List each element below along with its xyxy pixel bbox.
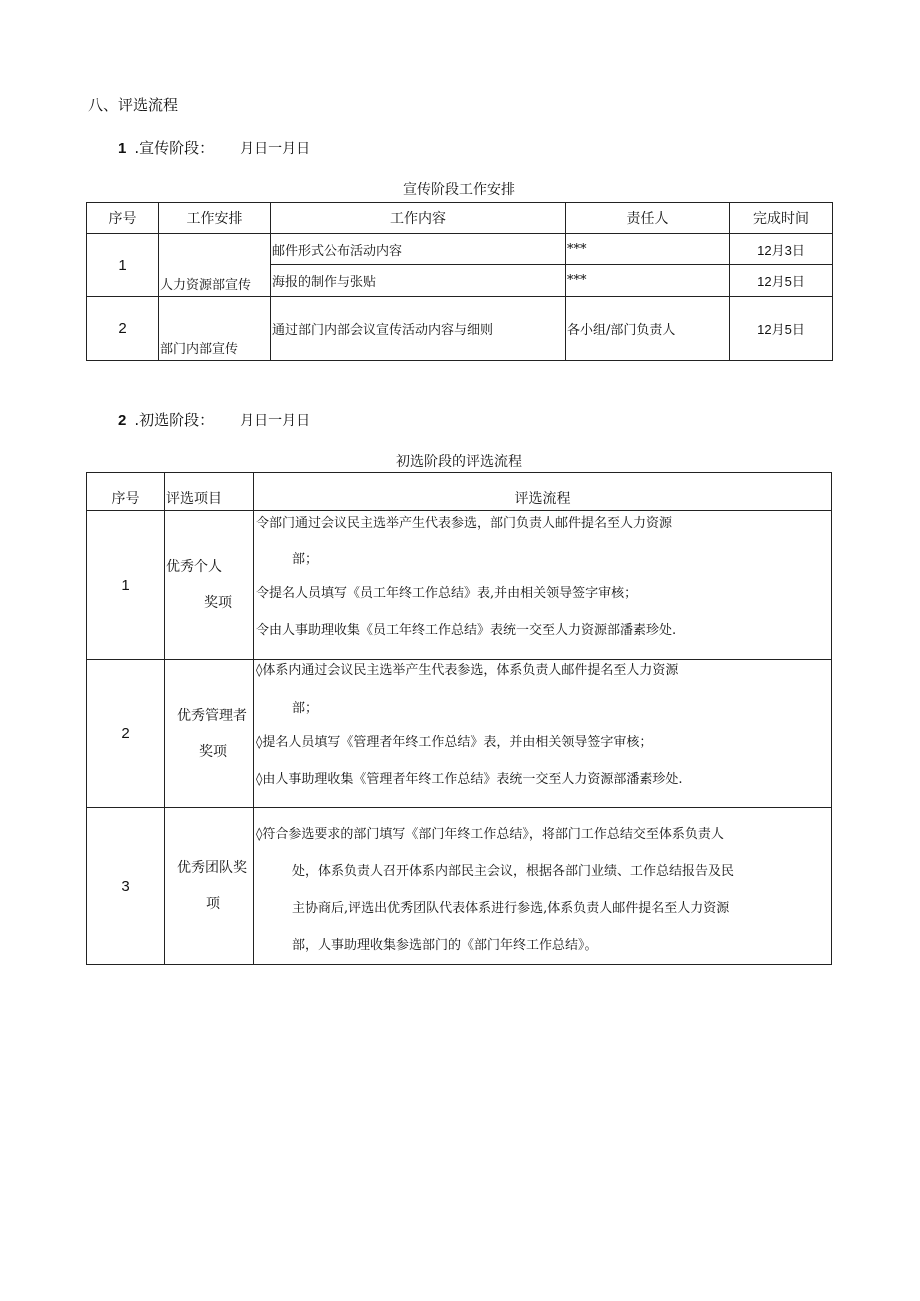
row-time: 12月5日 xyxy=(730,297,833,361)
table2-caption: 初选阶段的评选流程 xyxy=(396,454,522,470)
row-time: 12月5日 xyxy=(730,265,833,297)
item-line: 项 xyxy=(206,896,220,912)
row-process xyxy=(254,660,832,808)
table-header-row xyxy=(87,203,833,234)
table-row xyxy=(87,297,833,361)
header-no: 序号 xyxy=(87,203,159,234)
process-line: 令部门通过会议民主选举产生代表参选，部门负责人邮件提名至人力资源 xyxy=(256,516,673,531)
table-row xyxy=(87,808,832,965)
row-process xyxy=(254,511,832,660)
row-arrangement: 人力资源部宣传 xyxy=(159,234,271,297)
header-no: 序号 xyxy=(87,473,165,511)
header-time: 完成时间 xyxy=(730,203,833,234)
process-line: 部； xyxy=(292,552,319,567)
process-line: 主协商后,评选出优秀团队代表体系进行参选,体系负责人邮件提名至人力资源 xyxy=(292,901,730,916)
row-content: 海报的制作与张贴 xyxy=(271,265,566,297)
row-owner: 各小组/部门负责人 xyxy=(566,297,730,361)
row-no: 3 xyxy=(87,808,165,965)
stage1-date: 月日一月日 xyxy=(240,141,311,157)
row-item xyxy=(165,511,254,660)
header-owner: 责任人 xyxy=(566,203,730,234)
stage2-heading xyxy=(118,409,310,430)
process-line: 令提名人员填写《员工年终工作总结》表,并由相关领导签字审核； xyxy=(256,586,638,601)
header-item: 评选项目 xyxy=(165,473,254,511)
item-line: 奖项 xyxy=(204,595,232,611)
process-line: 部； xyxy=(292,701,319,716)
process-line: 处，体系负责人召开体系内部民主会议，根据各部门业绩、工作总结报告及民 xyxy=(292,864,735,879)
header-process: 评选流程 xyxy=(254,473,832,511)
process-line: ◊符合参选要求的部门填写《部门年终工作总结》，将部门工作总结交至体系负责人 xyxy=(256,827,724,842)
stage2-date: 月日一月日 xyxy=(240,413,311,429)
stage2-label: .初选阶段： xyxy=(134,411,215,429)
row-no: 1 xyxy=(87,511,165,660)
table-row xyxy=(87,234,833,265)
stage1-label: .宣传阶段： xyxy=(134,139,215,157)
publicity-schedule-table xyxy=(86,202,833,361)
stage2-number: 2 xyxy=(118,412,127,429)
header-content: 工作内容 xyxy=(271,203,566,234)
row-time: 12月3日 xyxy=(730,234,833,265)
process-line: ◊由人事助理收集《管理者年终工作总结》表统一交至人力资源部潘素珍处. xyxy=(256,772,683,787)
stage1-heading xyxy=(118,137,310,158)
section-title: 八、评选流程 xyxy=(88,96,179,114)
row-owner: *** xyxy=(566,234,730,265)
item-line: 奖项 xyxy=(199,743,227,760)
row-arrangement: 部门内部宣传 xyxy=(159,297,271,361)
row-process xyxy=(254,808,832,965)
process-line: 令由人事助理收集《员工年终工作总结》表统一交至人力资源部潘素珍处. xyxy=(256,623,677,638)
header-arrangement: 工作安排 xyxy=(159,203,271,234)
item-line: 优秀个人 xyxy=(166,559,222,575)
process-line: 部，人事助理收集参选部门的《部门年终工作总结》。 xyxy=(292,938,598,953)
row-no: 2 xyxy=(87,297,159,361)
row-content: 通过部门内部会议宣传活动内容与细则 xyxy=(271,297,566,361)
row-item xyxy=(165,808,254,965)
item-line: 优秀管理者 xyxy=(177,707,247,724)
table-row xyxy=(87,660,832,808)
item-line: 优秀团队奖 xyxy=(177,860,247,876)
row-no: 1 xyxy=(87,234,159,297)
table-header-row xyxy=(87,473,832,511)
stage1-number: 1 xyxy=(118,140,127,157)
table1-caption: 宣传阶段工作安排 xyxy=(403,182,515,198)
process-line: ◊提名人员填写《管理者年终工作总结》表，并由相关领导签字审核； xyxy=(256,735,653,750)
process-line: ◊体系内通过会议民主选举产生代表参选，体系负责人邮件提名至人力资源 xyxy=(256,663,679,678)
preliminary-selection-table xyxy=(86,472,832,965)
table-row xyxy=(87,511,832,660)
row-content: 邮件形式公布活动内容 xyxy=(271,234,566,265)
row-owner: *** xyxy=(566,265,730,297)
row-no: 2 xyxy=(87,660,165,808)
row-item xyxy=(165,660,254,808)
